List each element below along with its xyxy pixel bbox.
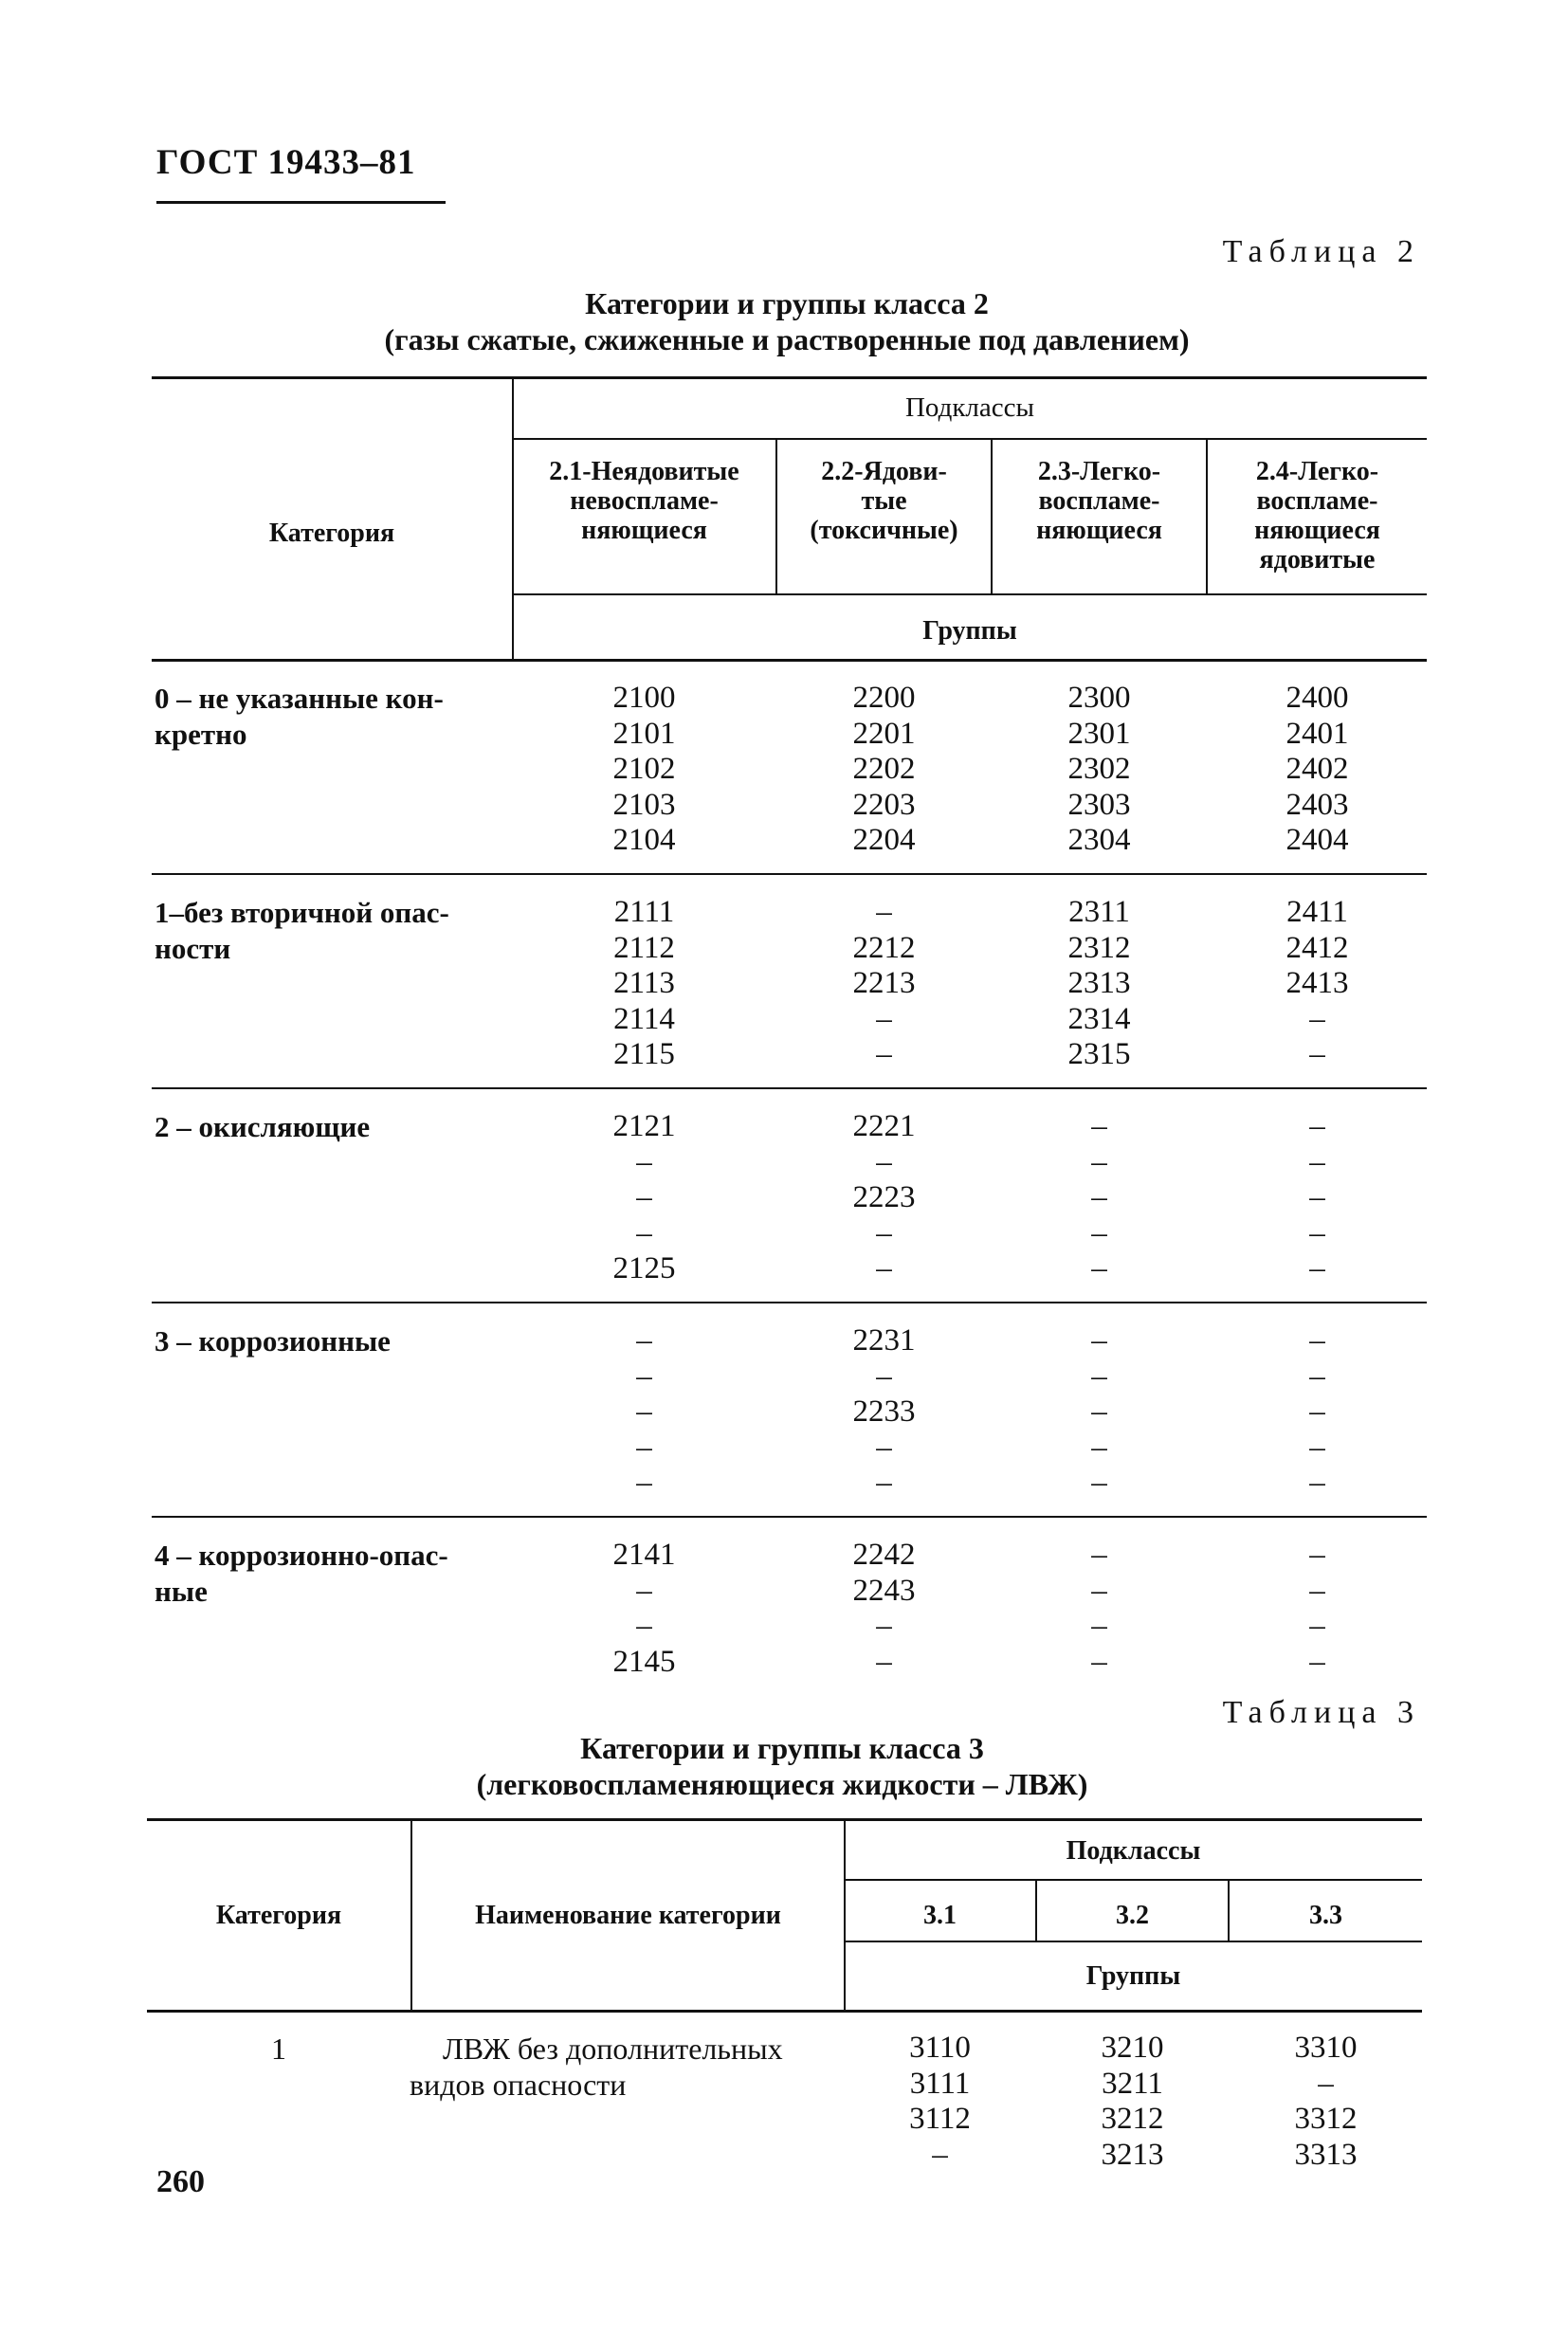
table3-subclasses-header: Подклассы bbox=[1066, 1836, 1201, 1866]
table3-title-line2: (легковоспламеняющиеся жидкости – ЛВЖ) bbox=[476, 1767, 1088, 1801]
table2-title-line2: (газы сжатые, сжиженные и растворенные под давлением) bbox=[384, 322, 1190, 356]
table3-top-rule bbox=[147, 1818, 1422, 1821]
table3-groups-rule bbox=[845, 1941, 1422, 1942]
table2-row-2-col-1: 2121 – – – 2125 bbox=[612, 1109, 676, 1286]
subclass-2-4-header: 2.4-Легко- воспламе- няющиеся ядовитые bbox=[1254, 457, 1380, 574]
table3-row-0-col-3: 3310 – 3312 3313 bbox=[1294, 2031, 1358, 2172]
table2-row-4-category: 4 – коррозионно-опас- ные bbox=[155, 1539, 448, 1608]
table2-row-0-col-2: 2200 2201 2202 2203 2204 bbox=[852, 681, 916, 858]
table3-row-0-col-1: 3110 3111 3112 – bbox=[909, 2031, 971, 2172]
table2-groups-header: Группы bbox=[922, 616, 1017, 646]
table2-row-4-col-3: – – – – bbox=[1091, 1538, 1107, 1679]
table3-row-0-category: 1 bbox=[271, 2032, 286, 2066]
subclass-2-2-header: 2.2-Ядови- тые (токсичные) bbox=[810, 457, 958, 545]
table2-row-4-col-1: 2141 – – 2145 bbox=[612, 1538, 676, 1679]
page-number: 260 bbox=[156, 2164, 205, 2199]
subclass-3-3-header: 3.3 bbox=[1309, 1901, 1342, 1930]
table2-row-0-col-1: 2100 2101 2102 2103 2104 bbox=[612, 681, 676, 858]
table2-top-rule bbox=[152, 376, 1427, 379]
table2-row-1-col-2: – 2212 2213 – – bbox=[852, 895, 916, 1072]
table2-row-2-col-2: 2221 – 2223 – – bbox=[852, 1109, 916, 1286]
table2-row-0-col-3: 2300 2301 2302 2303 2304 bbox=[1067, 681, 1131, 858]
header-rule bbox=[156, 201, 446, 204]
table2-row-3-col-2: 2231 – 2233 – – bbox=[852, 1323, 916, 1501]
table2-row-4-col-4: – – – – bbox=[1309, 1538, 1325, 1679]
table2-subclasses-header: Подклассы bbox=[904, 392, 1035, 423]
subclass-2-3-header: 2.3-Легко- воспламе- няющиеся bbox=[1036, 457, 1162, 545]
table2-row-rule-2 bbox=[152, 1087, 1427, 1089]
table2-label: Таблица 2 bbox=[1222, 234, 1420, 269]
table2-row-1-category: 1–без вторичной опас- ности bbox=[155, 896, 449, 965]
table3-groups-header: Группы bbox=[1085, 1961, 1181, 1991]
table2-row-2-col-4: – – – – – bbox=[1309, 1109, 1325, 1286]
table2-row-3-col-1: – – – – – bbox=[636, 1323, 652, 1501]
table2-groups-rule bbox=[513, 593, 1427, 595]
table3-title-line1: Категории и группы класса 3 bbox=[580, 1731, 984, 1765]
table3-row-0-name: ЛВЖ без дополнительных видов опасности bbox=[410, 2032, 783, 2102]
table2-category-header: Категория bbox=[268, 519, 395, 548]
table2-row-1-col-1: 2111 2112 2113 2114 2115 bbox=[613, 895, 675, 1072]
table2-row-2-category: 2 – окисляющие bbox=[155, 1110, 371, 1143]
table2-title-line1: Категории и группы класса 2 bbox=[585, 286, 989, 320]
table3-header-bottom-rule bbox=[147, 2010, 1422, 2013]
subclass-3-2-header: 3.2 bbox=[1116, 1901, 1149, 1930]
table2-row-rule-3 bbox=[152, 1302, 1427, 1303]
table2-row-1-col-4: 2411 2412 2413 – – bbox=[1285, 895, 1349, 1072]
table2-row-rule-1 bbox=[152, 873, 1427, 875]
standard-number: ГОСТ 19433–81 bbox=[156, 143, 416, 182]
table2-row-1-col-3: 2311 2312 2313 2314 2315 bbox=[1067, 895, 1131, 1072]
table2-row-0-category: 0 – не указанные кон- кретно bbox=[155, 682, 444, 751]
table3-category-header: Категория bbox=[215, 1901, 342, 1930]
table3-subclasses-rule bbox=[845, 1879, 1422, 1881]
table2-row-rule-4 bbox=[152, 1516, 1427, 1518]
subclass-2-1-header: 2.1-Неядовитые невоспламе- няющиеся bbox=[549, 457, 739, 545]
table2-row-3-col-3: – – – – – bbox=[1091, 1323, 1107, 1501]
table2-row-3-col-4: – – – – – bbox=[1309, 1323, 1325, 1501]
table2-row-0-col-4: 2400 2401 2402 2403 2404 bbox=[1285, 681, 1349, 858]
table3-row-0-col-2: 3210 3211 3212 3213 bbox=[1101, 2031, 1164, 2172]
table2-header-bottom-rule bbox=[152, 659, 1427, 662]
table2-row-2-col-3: – – – – – bbox=[1091, 1109, 1107, 1286]
subclass-3-1-header: 3.1 bbox=[923, 1901, 957, 1930]
table2-row-3-category: 3 – коррозионные bbox=[155, 1324, 391, 1358]
table3-name-header: Наименование категории bbox=[475, 1901, 781, 1930]
table2-row-4-col-2: 2242 2243 – – bbox=[852, 1538, 916, 1679]
table3-label: Таблица 3 bbox=[1222, 1695, 1420, 1730]
table2-subclasses-rule bbox=[513, 438, 1427, 440]
